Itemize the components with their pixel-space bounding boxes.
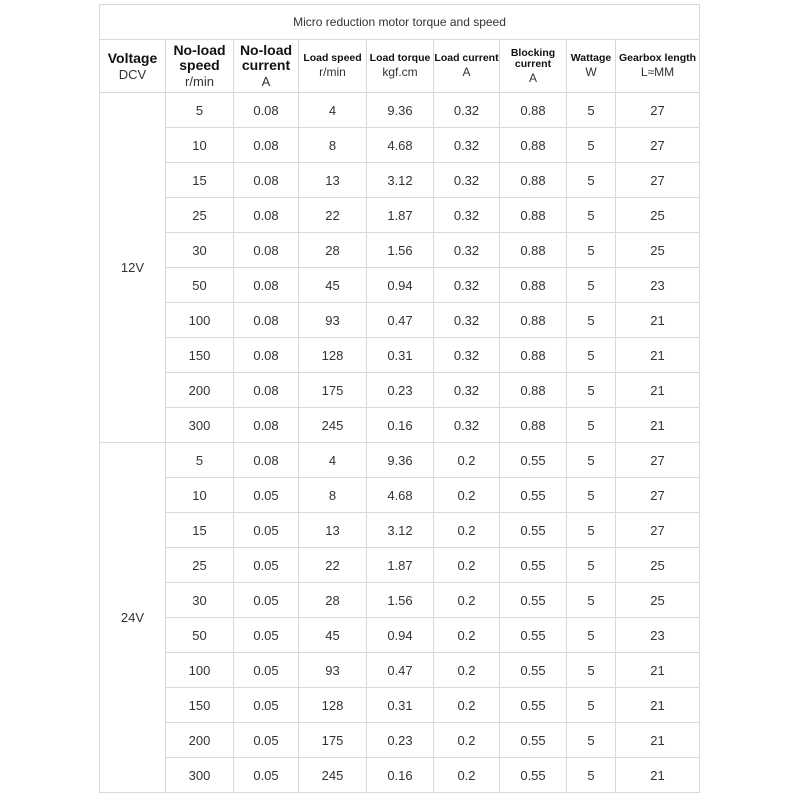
table-cell: 21 — [616, 758, 700, 793]
table-row — [100, 93, 700, 128]
table-cell: 0.08 — [234, 303, 299, 338]
table-cell: 0.2 — [434, 583, 500, 618]
table-cell: 9.36 — [367, 93, 434, 128]
table-cell: 175 — [299, 373, 367, 408]
table-cell: 30 — [166, 583, 234, 618]
table-cell: 4.68 — [367, 478, 434, 513]
table-cell: 0.05 — [234, 688, 299, 723]
table-row — [100, 163, 700, 198]
table-cell: 245 — [299, 408, 367, 443]
table-cell: 10 — [166, 478, 234, 513]
table-cell: 0.08 — [234, 198, 299, 233]
column-header-name: No-load speed — [173, 42, 226, 74]
table-cell: 5 — [567, 758, 616, 793]
table-cell: 0.55 — [500, 478, 567, 513]
table-cell: 21 — [616, 303, 700, 338]
table-cell: 0.2 — [434, 688, 500, 723]
table-cell: 25 — [166, 198, 234, 233]
table-row — [100, 233, 700, 268]
table-cell: 21 — [616, 723, 700, 758]
table-cell: 0.94 — [367, 268, 434, 303]
column-header-name: Gearbox length — [619, 52, 697, 65]
table-cell: 5 — [567, 303, 616, 338]
table-cell: 93 — [299, 303, 367, 338]
table-cell: 0.31 — [367, 338, 434, 373]
table-cell: 5 — [567, 338, 616, 373]
column-header — [100, 40, 166, 93]
table-cell: 9.36 — [367, 443, 434, 478]
table-cell: 0.32 — [434, 233, 500, 268]
column-header-unit: r/min — [185, 73, 214, 89]
table-cell: 50 — [166, 618, 234, 653]
table-cell: 93 — [299, 653, 367, 688]
table-row — [100, 408, 700, 443]
table-cell: 200 — [166, 723, 234, 758]
table-cell: 0.55 — [500, 443, 567, 478]
table-cell: 5 — [567, 618, 616, 653]
table-cell: 0.88 — [500, 338, 567, 373]
table-cell: 0.55 — [500, 758, 567, 793]
table-cell: 0.32 — [434, 303, 500, 338]
table-cell: 0.2 — [434, 653, 500, 688]
table-cell: 27 — [616, 443, 700, 478]
table-cell: 0.05 — [234, 653, 299, 688]
table-cell: 0.32 — [434, 268, 500, 303]
table-cell: 0.88 — [500, 408, 567, 443]
table-cell: 5 — [166, 443, 234, 478]
table-cell: 25 — [616, 198, 700, 233]
table-cell: 5 — [567, 198, 616, 233]
table-cell: 0.55 — [500, 653, 567, 688]
table-cell: 5 — [166, 93, 234, 128]
table-cell: 0.16 — [367, 758, 434, 793]
table-cell: 28 — [299, 233, 367, 268]
table-cell: 4.68 — [367, 128, 434, 163]
table-cell: 0.2 — [434, 758, 500, 793]
table-cell: 150 — [166, 688, 234, 723]
header-row — [100, 40, 700, 93]
table-cell: 0.08 — [234, 408, 299, 443]
table-cell: 0.2 — [434, 548, 500, 583]
table-cell: 5 — [567, 478, 616, 513]
table-cell: 45 — [299, 618, 367, 653]
table-cell: 21 — [616, 688, 700, 723]
table-cell: 8 — [299, 478, 367, 513]
column-header-unit: kgf.cm — [382, 65, 418, 80]
column-header — [434, 40, 500, 93]
table-row — [100, 443, 700, 478]
table-row — [100, 513, 700, 548]
table-cell: 0.32 — [434, 163, 500, 198]
table-cell: 0.05 — [234, 513, 299, 548]
table-cell: 5 — [567, 548, 616, 583]
table-row — [100, 478, 700, 513]
table-cell: 50 — [166, 268, 234, 303]
table-cell: 5 — [567, 583, 616, 618]
column-header-name: Load current — [434, 52, 499, 65]
column-header — [616, 40, 700, 93]
table-cell: 0.05 — [234, 548, 299, 583]
table-row — [100, 618, 700, 653]
table-cell: 5 — [567, 93, 616, 128]
column-header-name: Load torque — [369, 52, 431, 65]
table-cell: 0.88 — [500, 163, 567, 198]
table-cell: 0.88 — [500, 233, 567, 268]
table-row — [100, 723, 700, 758]
voltage-cell: 24V — [100, 443, 166, 793]
table-cell: 0.32 — [434, 128, 500, 163]
table-cell: 21 — [616, 653, 700, 688]
table-cell: 0.08 — [234, 338, 299, 373]
table-cell: 0.88 — [500, 198, 567, 233]
table-cell: 0.05 — [234, 618, 299, 653]
table-cell: 3.12 — [367, 163, 434, 198]
table-cell: 175 — [299, 723, 367, 758]
table-cell: 0.88 — [500, 373, 567, 408]
table-cell: 0.2 — [434, 513, 500, 548]
table-cell: 0.88 — [500, 128, 567, 163]
table-cell: 128 — [299, 688, 367, 723]
table-row — [100, 128, 700, 163]
table-cell: 27 — [616, 163, 700, 198]
table-cell: 0.55 — [500, 548, 567, 583]
table-cell: 25 — [616, 548, 700, 583]
table-cell: 0.32 — [434, 93, 500, 128]
column-header-unit: A — [462, 65, 471, 80]
table-row — [100, 338, 700, 373]
table-cell: 5 — [567, 688, 616, 723]
table-cell: 22 — [299, 198, 367, 233]
table-cell: 10 — [166, 128, 234, 163]
table-cell: 0.2 — [434, 443, 500, 478]
table-cell: 0.2 — [434, 478, 500, 513]
table-cell: 15 — [166, 163, 234, 198]
table-cell: 0.32 — [434, 198, 500, 233]
table-cell: 0.08 — [234, 443, 299, 478]
table-cell: 0.08 — [234, 93, 299, 128]
table-cell: 21 — [616, 338, 700, 373]
table-cell: 5 — [567, 408, 616, 443]
table-cell: 0.05 — [234, 478, 299, 513]
table-cell: 0.2 — [434, 723, 500, 758]
table-cell: 0.32 — [434, 408, 500, 443]
table-cell: 0.55 — [500, 688, 567, 723]
table-cell: 0.23 — [367, 373, 434, 408]
table-cell: 0.32 — [434, 338, 500, 373]
column-header-unit: W — [585, 65, 597, 80]
table-cell: 3.12 — [367, 513, 434, 548]
column-header — [500, 40, 567, 93]
table-cell: 0.08 — [234, 233, 299, 268]
table-cell: 25 — [616, 233, 700, 268]
table-cell: 4 — [299, 443, 367, 478]
table-cell: 25 — [166, 548, 234, 583]
table-cell: 5 — [567, 513, 616, 548]
table-row — [100, 653, 700, 688]
table-cell: 1.87 — [367, 548, 434, 583]
column-header — [234, 40, 299, 93]
table-cell: 100 — [166, 653, 234, 688]
table-cell: 0.88 — [500, 268, 567, 303]
table-cell: 23 — [616, 268, 700, 303]
table-row — [100, 548, 700, 583]
table-cell: 0.55 — [500, 513, 567, 548]
table-cell: 5 — [567, 233, 616, 268]
table-cell: 23 — [616, 618, 700, 653]
table-row — [100, 198, 700, 233]
column-header-unit: A — [261, 73, 271, 89]
table-cell: 27 — [616, 478, 700, 513]
table-cell: 21 — [616, 408, 700, 443]
table-cell: 13 — [299, 513, 367, 548]
table-cell: 0.88 — [500, 93, 567, 128]
table-row — [100, 583, 700, 618]
table-row — [100, 758, 700, 793]
table-row — [100, 268, 700, 303]
column-header — [299, 40, 367, 93]
table-cell: 5 — [567, 163, 616, 198]
table-cell: 200 — [166, 373, 234, 408]
column-header-unit: DCV — [118, 66, 147, 82]
column-header-name: Voltage — [107, 49, 158, 66]
table-cell: 300 — [166, 408, 234, 443]
table-cell: 0.94 — [367, 618, 434, 653]
table-cell: 8 — [299, 128, 367, 163]
table-cell: 21 — [616, 373, 700, 408]
table-cell: 245 — [299, 758, 367, 793]
table-cell: 0.55 — [500, 618, 567, 653]
table-title: Micro reduction motor torque and speed — [100, 5, 700, 40]
table-cell: 25 — [616, 583, 700, 618]
table-cell: 0.55 — [500, 583, 567, 618]
column-header-name: Blocking current — [510, 46, 556, 70]
table-cell: 0.05 — [234, 583, 299, 618]
table-cell: 1.87 — [367, 198, 434, 233]
table-cell: 0.88 — [500, 303, 567, 338]
voltage-cell: 12V — [100, 93, 166, 443]
title-row — [100, 5, 700, 40]
column-header-name: Load speed — [303, 52, 362, 65]
table-cell: 1.56 — [367, 583, 434, 618]
column-header-name: Wattage — [570, 52, 612, 65]
table-cell: 5 — [567, 443, 616, 478]
table-cell: 0.55 — [500, 723, 567, 758]
table-cell: 30 — [166, 233, 234, 268]
table-row — [100, 303, 700, 338]
table-cell: 0.23 — [367, 723, 434, 758]
table-cell: 5 — [567, 373, 616, 408]
table-cell: 0.31 — [367, 688, 434, 723]
table-cell: 0.47 — [367, 653, 434, 688]
table-cell: 0.2 — [434, 618, 500, 653]
column-header-unit: r/min — [319, 65, 346, 80]
table-cell: 13 — [299, 163, 367, 198]
table-cell: 1.56 — [367, 233, 434, 268]
motor-spec-table — [99, 4, 700, 793]
table-cell: 5 — [567, 723, 616, 758]
table-cell: 5 — [567, 653, 616, 688]
table-cell: 15 — [166, 513, 234, 548]
table-cell: 5 — [567, 268, 616, 303]
table-cell: 128 — [299, 338, 367, 373]
table-row — [100, 688, 700, 723]
table-cell: 27 — [616, 513, 700, 548]
table-cell: 0.16 — [367, 408, 434, 443]
table-cell: 0.05 — [234, 723, 299, 758]
column-header-unit: L≈MM — [640, 65, 675, 80]
column-header — [567, 40, 616, 93]
table-cell: 22 — [299, 548, 367, 583]
table-cell: 0.05 — [234, 758, 299, 793]
table-cell: 100 — [166, 303, 234, 338]
table-row — [100, 373, 700, 408]
table-cell: 0.08 — [234, 163, 299, 198]
table-cell: 300 — [166, 758, 234, 793]
column-header — [367, 40, 434, 93]
table-cell: 0.32 — [434, 373, 500, 408]
table-cell: 5 — [567, 128, 616, 163]
table-cell: 0.08 — [234, 373, 299, 408]
table-cell: 4 — [299, 93, 367, 128]
table-cell: 0.08 — [234, 128, 299, 163]
table-cell: 27 — [616, 93, 700, 128]
column-header — [166, 40, 234, 93]
column-header-name: No-load current — [239, 42, 293, 74]
table-cell: 0.08 — [234, 268, 299, 303]
table-cell: 0.47 — [367, 303, 434, 338]
table-cell: 28 — [299, 583, 367, 618]
table-cell: 27 — [616, 128, 700, 163]
column-header-unit: A — [528, 70, 537, 85]
table-cell: 45 — [299, 268, 367, 303]
table-cell: 150 — [166, 338, 234, 373]
